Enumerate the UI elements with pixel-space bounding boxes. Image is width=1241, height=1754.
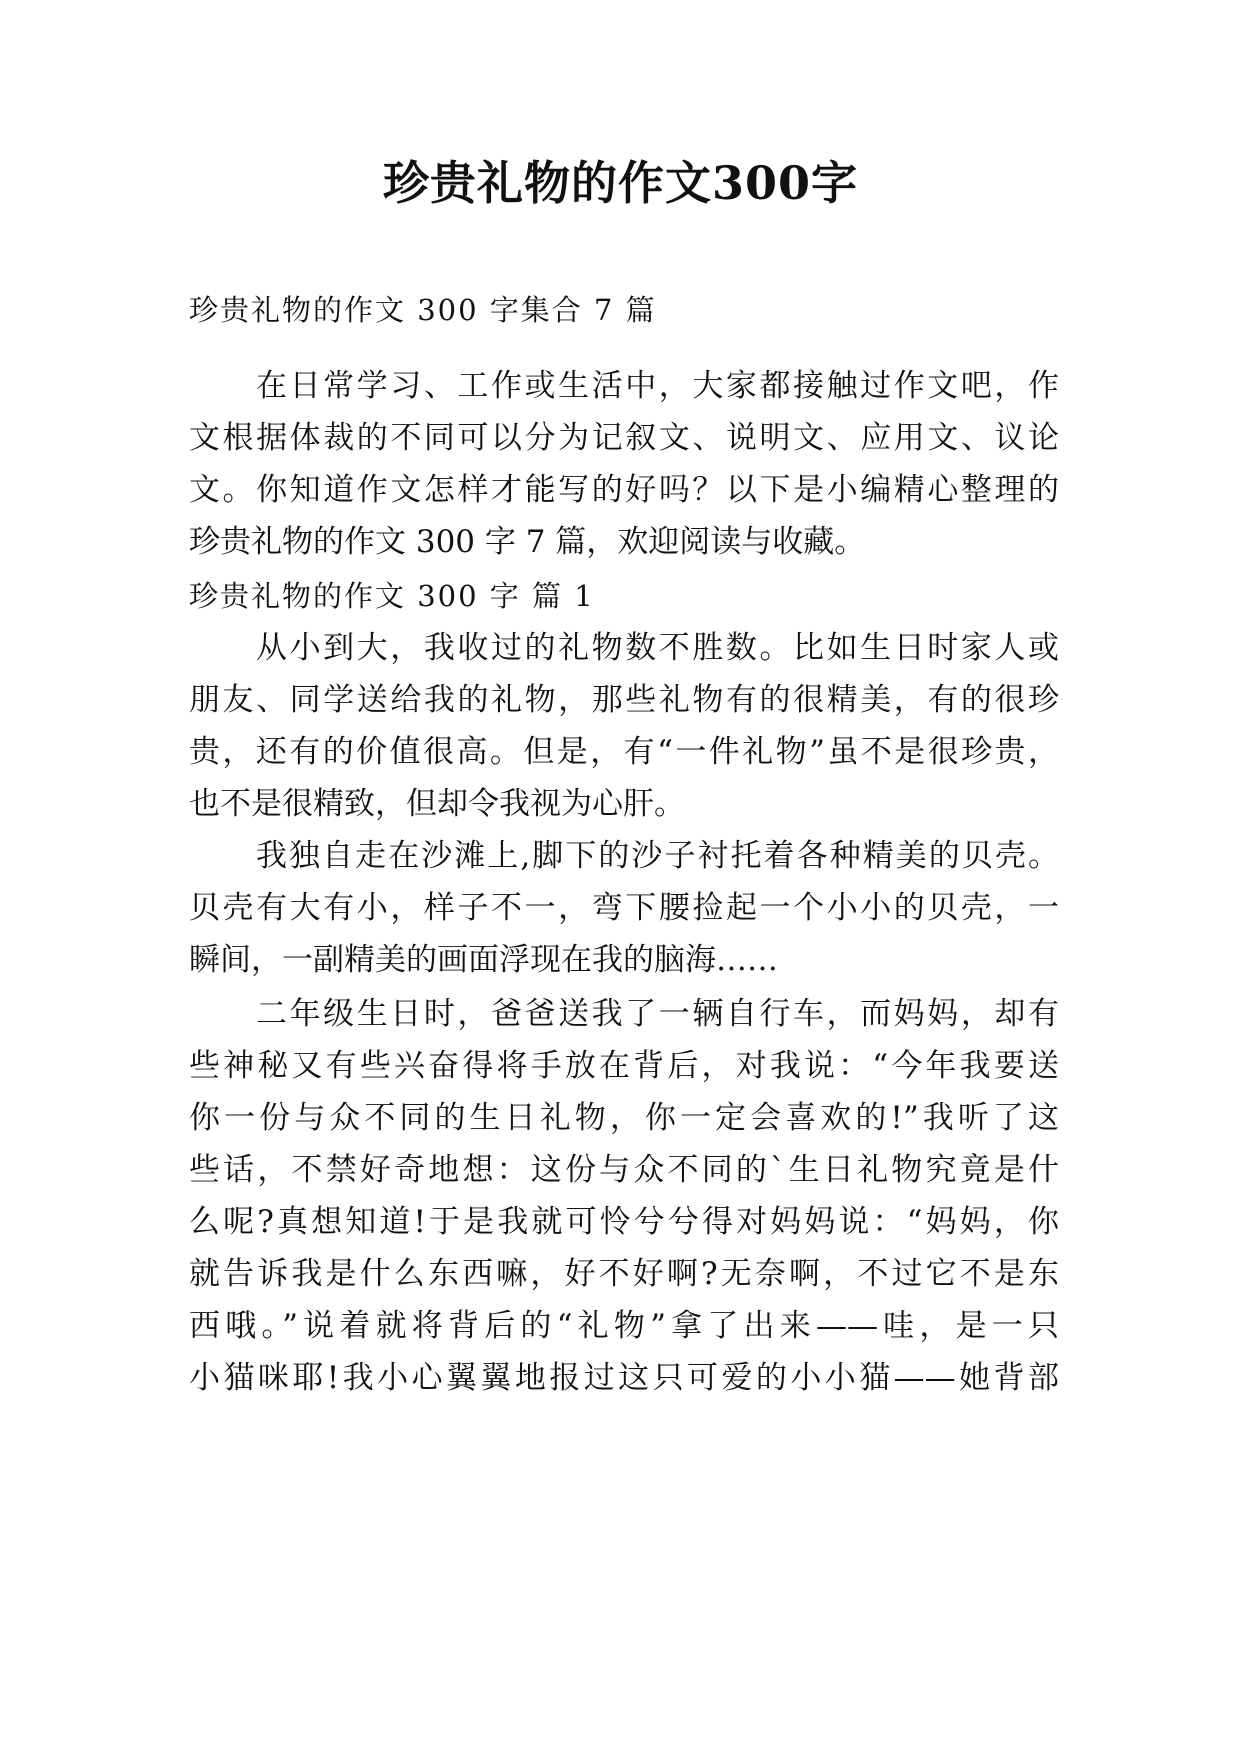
paragraph-line: 西哦。”说着就将背后的“礼物”拿了出来——哇，是一只: [189, 1308, 1059, 1344]
paragraph-line: 些话，不禁好奇地想：这份与众不同的`生日礼物究竟是什: [189, 1152, 1059, 1188]
intro-line: 珍贵礼物的作文 300 字 7 篇，欢迎阅读与收藏。: [189, 524, 866, 560]
paragraph-line: 二年级生日时，爸爸送我了一辆自行车，而妈妈，却有: [256, 996, 1059, 1032]
paragraph-line: 朋友、同学送给我的礼物，那些礼物有的很精美，有的很珍: [189, 682, 1059, 718]
paragraph-line: 我独自走在沙滩上,脚下的沙子衬托着各种精美的贝壳。: [256, 838, 1059, 874]
paragraph-line: 也不是很精致，但却令我视为心肝。: [189, 786, 685, 822]
paragraph-line: 就告诉我是什么东西嘛，好不好啊?无奈啊，不过它不是东: [189, 1256, 1059, 1292]
paragraph-line: 贵，还有的价值很高。但是，有“一件礼物”虽不是很珍贵，: [189, 734, 1059, 770]
section-heading: 珍贵礼物的作文 300 字 篇 1: [189, 579, 595, 613]
paragraph-line: 小猫咪耶!我小心翼翼地报过这只可爱的小小猫——她背部: [189, 1360, 1059, 1396]
document-title: 珍贵礼物的作文300字: [382, 156, 859, 210]
intro-line: 在日常学习、工作或生活中，大家都接触过作文吧，作: [256, 368, 1059, 404]
paragraph-line: 你一份与众不同的生日礼物，你一定会喜欢的!”我听了这: [189, 1100, 1059, 1136]
document-subtitle: 珍贵礼物的作文 300 字集合 7 篇: [189, 293, 657, 327]
paragraph-line: 瞬间，一副精美的画面浮现在我的脑海……: [189, 942, 778, 978]
paragraph-line: 贝壳有大有小，样子不一，弯下腰捡起一个小小的贝壳，一: [189, 890, 1059, 926]
intro-line: 文根据体裁的不同可以分为记叙文、说明文、应用文、议论: [189, 420, 1059, 456]
paragraph-line: 些神秘又有些兴奋得将手放在背后，对我说：“今年我要送: [189, 1048, 1059, 1084]
paragraph-line: 从小到大，我收过的礼物数不胜数。比如生日时家人或: [256, 630, 1059, 666]
intro-line: 文。你知道作文怎样才能写的好吗？以下是小编精心整理的: [189, 472, 1059, 508]
paragraph-line: 么呢?真想知道!于是我就可怜兮兮得对妈妈说：“妈妈，你: [189, 1204, 1059, 1240]
